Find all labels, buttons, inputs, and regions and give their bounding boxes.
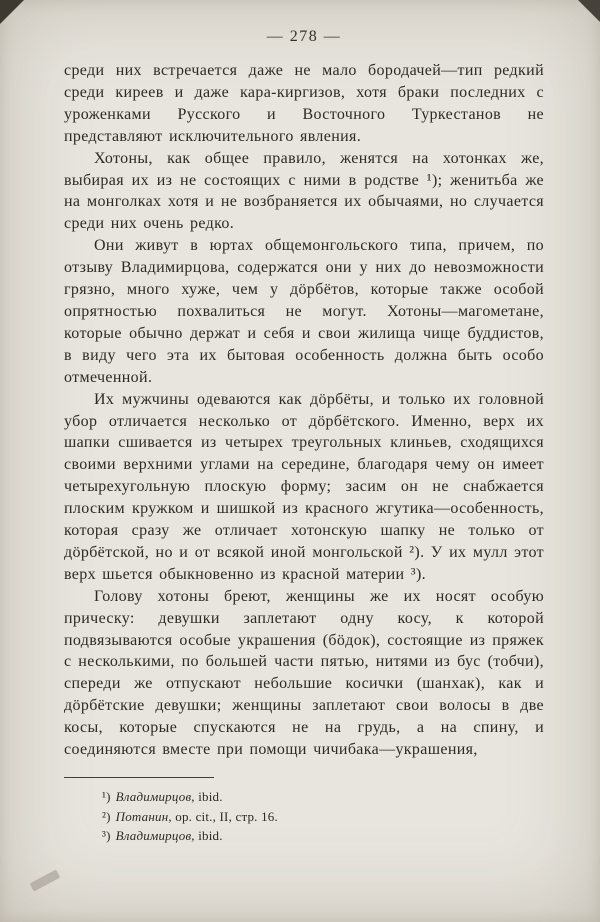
footnotes-block <box>64 777 544 846</box>
footnote-1 <box>64 787 544 807</box>
body-paragraph-4: Их мужчины одеваются как дöрбёты, и только их головной убор отличается несколько от дöрбётского. Именно, верх их шапки сшивается из четырех треугольных клиньев, сходящихся своими верхними углами на середине, благодаря чему он имеет четырехугольную плоскую форму; засим он не снабжается плоским кружком и шишкой из красного жгутика—особенность, которая сразу же отличает хотонскую шапку не только от дöрбётской, но и от всякой иной монгольской ²). У их мулл этот верх шьется обыкновенно из красной материи ³). <box>64 390 544 583</box>
footnote-3-marker: ³) <box>102 828 111 843</box>
footnote-2-marker: ²) <box>102 808 111 824</box>
footnote-1-author: Владимирцов <box>115 789 192 804</box>
footnote-2-text: , op. cit., II, стр. 16. <box>168 808 278 824</box>
body-paragraph-1: среди них встречается даже не мало бородачей—тип редкий среди киреев и даже кара-киргизов, хотя браки последних с уроженками Русского и Восточного Туркестанов не представляют исключительного явления. <box>64 62 544 145</box>
footnote-2 <box>64 807 544 827</box>
footnote-2-author: Потанин <box>115 808 169 824</box>
page-number: — 278 — <box>266 28 342 45</box>
body-paragraph-5: Голову хотоны бреют, женщины же их носят особую прическу: девушки заплетают одну косу, к которой подвязываются особые украшения (бöдок), состоящие из пряжек с несколькими, по большей части пятью, нитями из бус (тобчи), спереди же отпускают небольшие косички (шанхак), как и дöрбётские девушки; женщины заплетают свои волосы в две косы, которые спускаются не на грудь, а на спину, и соединяются вместе при помощи чичибака—украшения, <box>64 587 544 759</box>
footnote-separator <box>64 777 214 778</box>
footnote-1-text: , ibid. <box>191 789 223 804</box>
page-text <box>64 60 544 761</box>
footnote-3 <box>64 826 544 846</box>
scan-artifact-bottom-left <box>30 869 61 891</box>
body-paragraph-3: Они живут в юртах общемонгольского типа, причем, по отзыву Владимирцова, содержатся они у них до невозможности грязно, много хуже, чем у дöрбётов, которые также особой опрятностью похвалиться не могут. Хотоны—магометане, которые обычно держат и себя и свои жилища чище буддистов, в виду чего эта их бытовая особенность должна быть особо отмеченной. <box>64 237 544 386</box>
scan-corner-artifact-top-left <box>0 0 24 24</box>
footnote-1-marker: ¹) <box>102 789 111 804</box>
footnote-3-author: Владимирцов <box>115 828 192 843</box>
body-paragraph-2: Хотоны, как общее правило, женятся на хотонках же, выбирая их из не состоящих с ними в родстве ¹); женитьба же на монголках хотя и не возбраняется их обычаями, но случается среди них очень редко. <box>64 149 544 233</box>
scan-corner-artifact-top-right <box>578 0 600 22</box>
footnote-3-text: , ibid. <box>191 828 223 843</box>
